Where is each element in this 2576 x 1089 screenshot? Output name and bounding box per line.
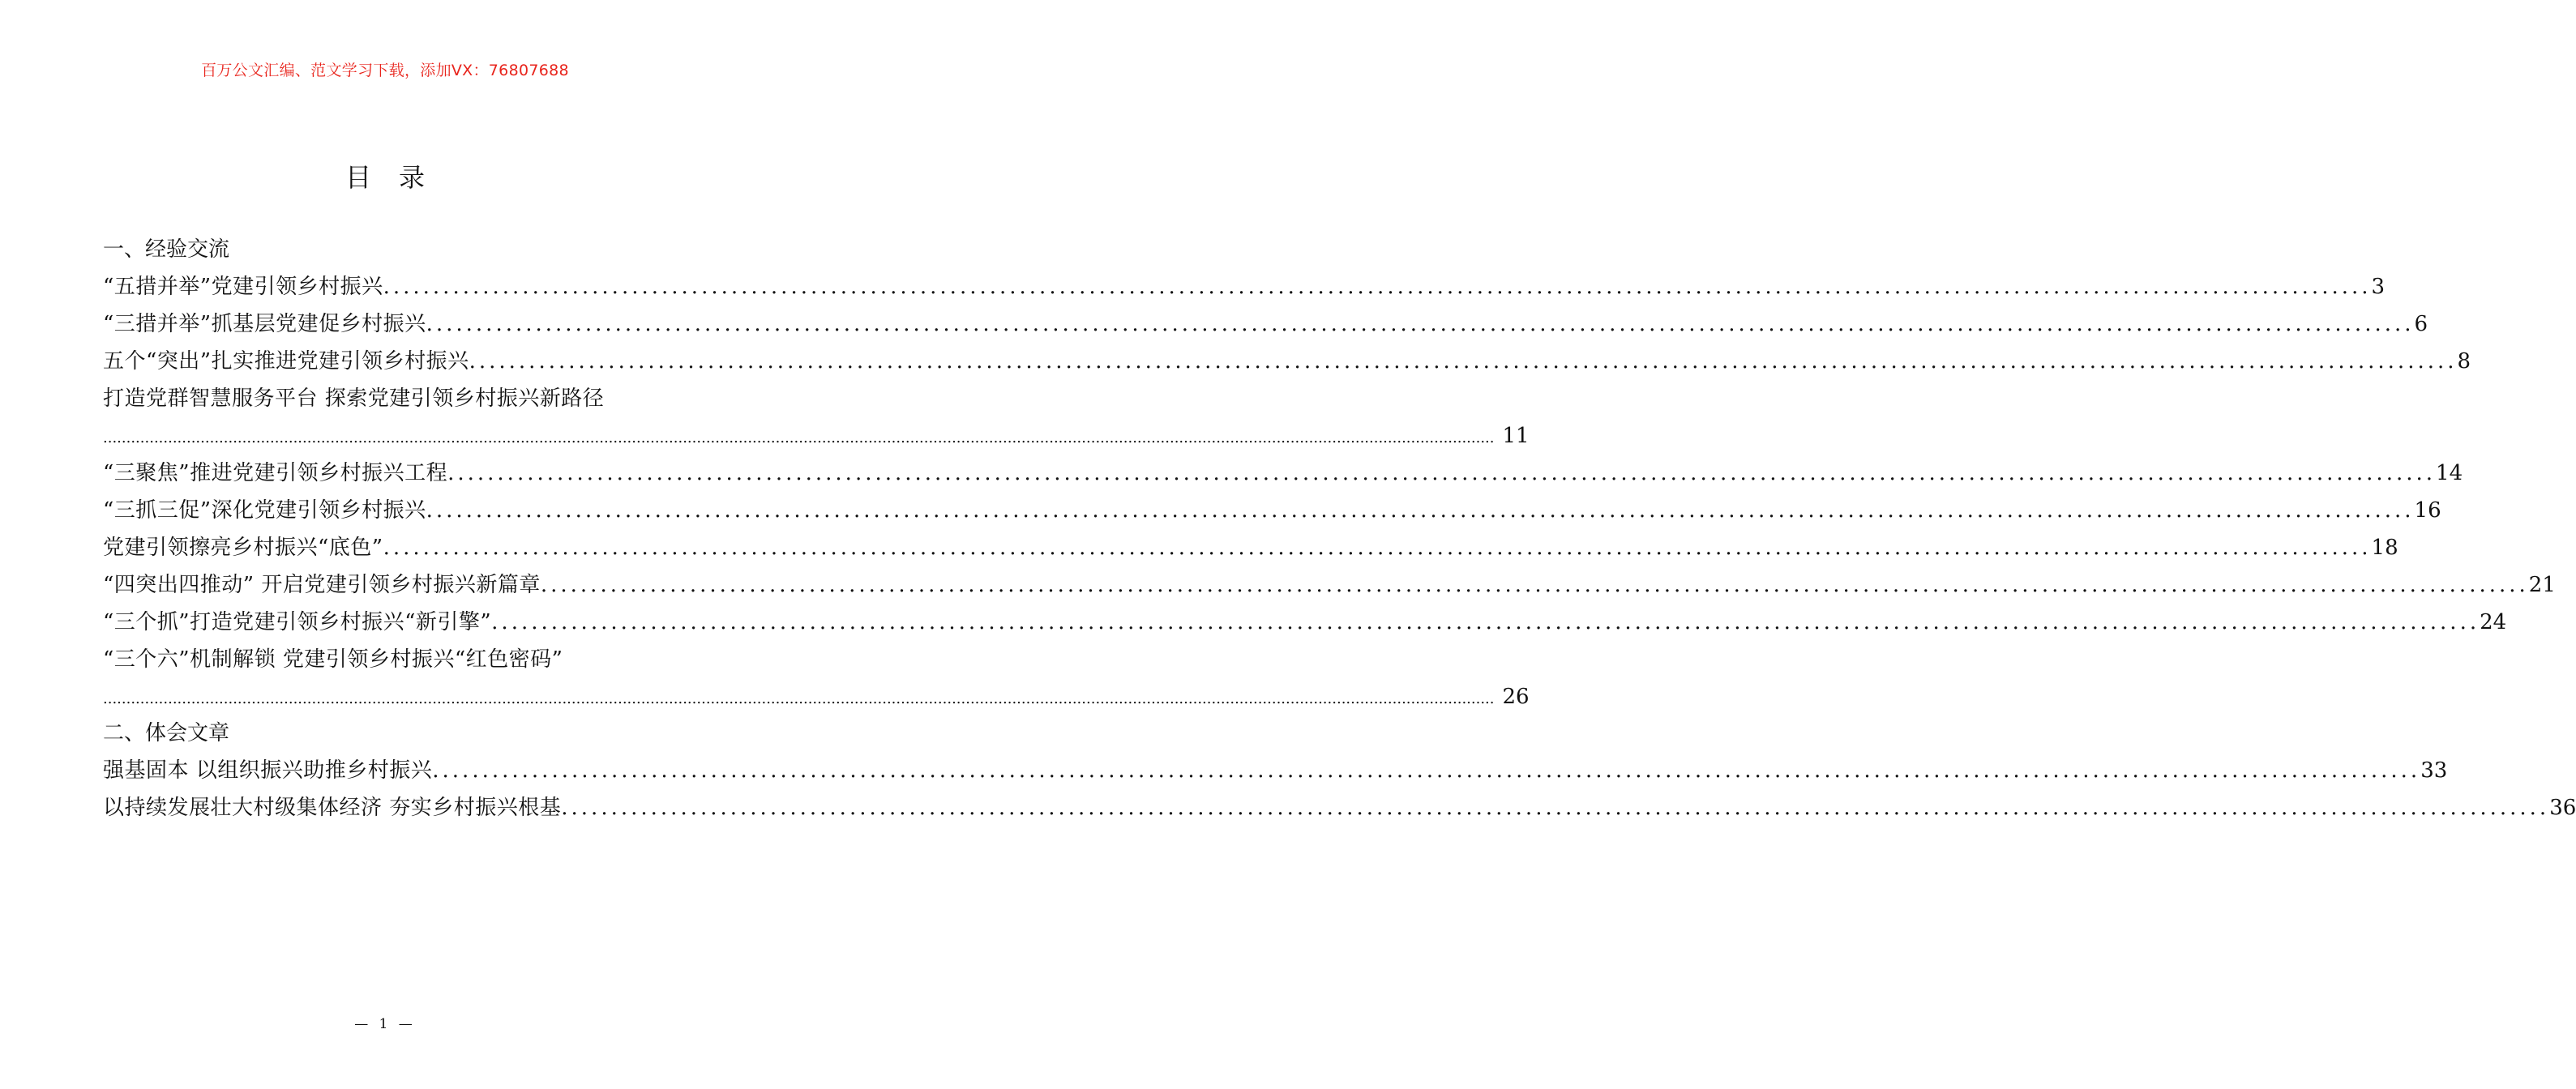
toc-section-heading: 一、经验交流 — [103, 237, 230, 262]
toc-leader-dots: ........................................................................................................................................................................................................ — [540, 573, 2529, 597]
toc-entry-page: 8 — [2457, 349, 2471, 374]
toc-entry[interactable] — [103, 529, 2398, 566]
toc-entry-page: 6 — [2414, 312, 2428, 336]
page-number: — 1 — — [354, 1016, 416, 1032]
page-title: 目录 — [344, 162, 452, 193]
toc-entry-title: “三聚焦”推进党建引领乡村振兴工程 — [103, 461, 448, 485]
header-watermark-text: 百万公文汇编、范文学习下载，添加VX：76807688 — [201, 62, 569, 79]
toc-leader-dots: ........................................................................................................................................................................................................ — [447, 461, 2437, 485]
toc-entry[interactable] — [103, 492, 2441, 529]
toc-entry[interactable] — [103, 641, 1530, 715]
toc-leader-dots: ............................................................................................................................................................................................................................................................................................................ — [103, 690, 1495, 707]
toc-entry-page: 18 — [2371, 536, 2398, 560]
toc-leader-dots: ........................................................................................................................................................................................................ — [383, 536, 2372, 560]
toc-entry[interactable] — [103, 380, 1530, 455]
toc-leader-dots: ........................................................................................................................................................................................................ — [432, 758, 2421, 783]
toc-entry[interactable] — [103, 268, 2386, 305]
toc-entry-title: “三措并举”抓基层党建促乡村振兴 — [103, 312, 426, 336]
toc-entry-title: 党建引领擦亮乡村振兴“底色” — [103, 536, 383, 560]
toc-entry-title: 强基固本 以组织振兴助推乡村振兴 — [103, 758, 433, 783]
toc-leader-dots: ............................................................................................................................................................................................................................................................................................................ — [103, 429, 1495, 446]
toc-entry-title: “四突出四推动” 开启党建引领乡村振兴新篇章 — [103, 573, 541, 597]
toc-entry[interactable] — [103, 455, 2463, 492]
toc-entry[interactable] — [103, 566, 2556, 604]
toc-entry-page: 14 — [2436, 461, 2463, 485]
toc-section-heading: 二、体会文章 — [103, 721, 230, 745]
toc-entry-title: “三个抓”打造党建引领乡村振兴“新引擎” — [103, 610, 492, 634]
toc-entry[interactable] — [103, 604, 2507, 641]
toc-entry-page: 21 — [2528, 573, 2556, 597]
toc-entry-page: 33 — [2420, 758, 2448, 783]
toc-entry-page: 36 — [2549, 796, 2576, 820]
toc-leader-dots: ........................................................................................................................................................................................................ — [561, 796, 2550, 820]
toc-entry-title: 五个“突出”扎实推进党建引领乡村振兴 — [103, 349, 469, 374]
toc-entry-page: 24 — [2480, 610, 2507, 634]
toc-leader-dots: ........................................................................................................................................................................................................ — [426, 498, 2415, 523]
toc-entry[interactable] — [103, 305, 2428, 343]
toc-entry-title: 以持续发展壮大村级集体经济 夯实乡村振兴根基 — [103, 796, 562, 820]
toc-entry-title: 打造党群智慧服务平台 探索党建引领乡村振兴新路径 — [103, 386, 605, 411]
toc-entry[interactable] — [103, 752, 2448, 789]
toc-leader-dots: ........................................................................................................................................................................................................ — [426, 312, 2415, 336]
toc-entry-title: “三个六”机制解锁 党建引领乡村振兴“红色密码” — [103, 647, 563, 672]
toc-entry-title: “三抓三促”深化党建引领乡村振兴 — [103, 498, 426, 523]
toc-entry-title: “五措并举”党建引领乡村振兴 — [103, 275, 383, 299]
table-of-contents — [103, 232, 2576, 826]
toc-leader-dots: ........................................................................................................................................................................................................ — [491, 610, 2480, 634]
toc-entry-page: 26 — [1502, 685, 1530, 709]
toc-entry-page: 11 — [1502, 424, 1530, 448]
toc-entry-page: 16 — [2414, 498, 2441, 523]
toc-entry-page: 3 — [2371, 275, 2386, 299]
toc-leader-dots: ........................................................................................................................................................................................................ — [469, 349, 2458, 374]
toc-entry[interactable] — [103, 789, 2576, 826]
toc-entry[interactable] — [103, 343, 2471, 380]
toc-leader-dots: ........................................................................................................................................................................................................ — [383, 275, 2372, 299]
